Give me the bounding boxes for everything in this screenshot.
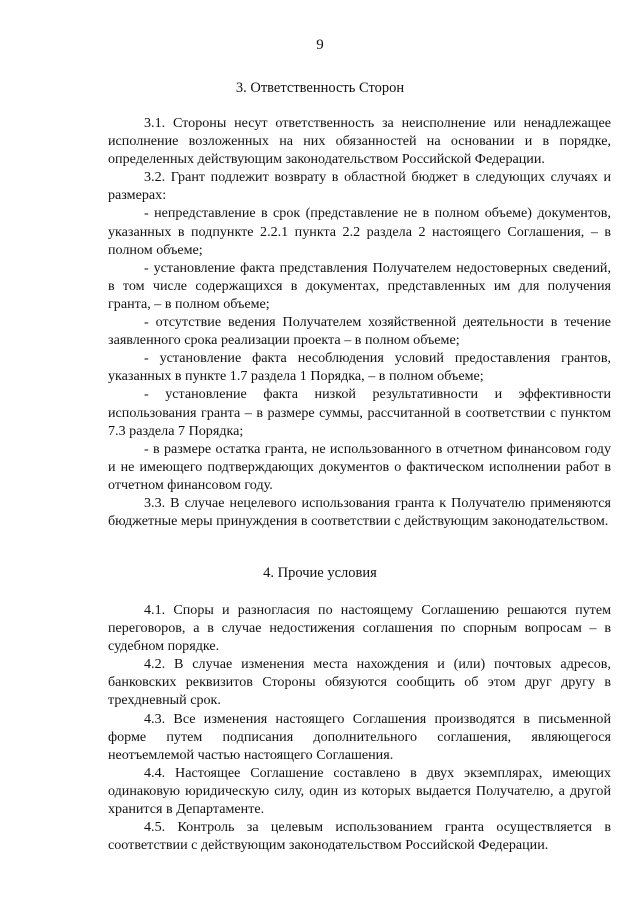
list-item-3-2-e: - установление факта низкой результативности и эффективности использования гранта – в размере суммы, рассчитанной в соответствии с пунктом 7.3 раздела 7 Порядка; bbox=[108, 386, 611, 439]
paragraph-4-4: 4.4. Настоящее Соглашение составлено в двух экземплярах, имеющих одинаковую юридическую силу, один из которых выдается Получателю, а другой хранится в Департаменте. bbox=[108, 764, 611, 818]
paragraph-4-1: 4.1. Споры и разногласия по настоящему Соглашению решаются путем переговоров, а в случае недостижения соглашения по спорным вопросам – в судебном порядке. bbox=[108, 602, 611, 655]
list-item-3-2-a: - непредставление в срок (представление не в полном объеме) документов, указанных в подпункте 2.2.1 пункта 2.2 раздела 2 настоящего Соглашения, – в полном объеме; bbox=[108, 205, 611, 258]
page-number: 9 bbox=[316, 37, 324, 53]
paragraph-4-5: 4.5. Контроль за целевым использованием гранта осуществляется в соответствии с действующим законодательством Российской Федерации. bbox=[108, 819, 611, 854]
paragraph-3-2: 3.2. Грант подлежит возврату в областной бюджет в следующих случаях и размерах: bbox=[108, 169, 611, 204]
list-item-3-2-b: - установление факта представления Получателем недостоверных сведений, в том числе содержащихся в документах, представленных им для получения гранта, – в полном объеме; bbox=[108, 259, 611, 312]
paragraph-4-2: 4.2. В случае изменения места нахождения и (или) почтовых адресов, банковских реквизитов Стороны обязуются сообщить об этом друг другу в трехдневный срок. bbox=[108, 656, 611, 709]
section-3-title: 3. Ответственность Сторон bbox=[235, 80, 405, 96]
paragraph-3-1: 3.1. Стороны несут ответственность за неисполнение или ненадлежащее исполнение возложенных на них обязанностей на основании и в порядке, определенных действующим законодательством Российской Федерации. bbox=[108, 115, 611, 168]
paragraph-3-3: 3.3. В случае нецелевого использования гранта к Получателю применяются бюджетные меры принуждения в соответствии с действующим законодательством. bbox=[108, 494, 611, 530]
list-item-3-2-d: - установление факта несоблюдения условий предоставления грантов, указанных в пункте 1.7 раздела 1 Порядка, – в полном объеме; bbox=[108, 350, 611, 385]
paragraph-4-3: 4.3. Все изменения настоящего Соглашения производятся в письменной форме путем подписания дополнительного соглашения, являющегося неотъемлемой частью настоящего Соглашения. bbox=[108, 710, 611, 763]
section-4-title: 4. Прочие условия bbox=[263, 565, 377, 581]
section-3-body bbox=[108, 114, 611, 530]
section-4-body bbox=[108, 601, 611, 854]
list-item-3-2-c: - отсутствие ведения Получателем хозяйственной деятельности в течение заявленного срока реализации проекта – в полном объеме; bbox=[108, 314, 611, 349]
list-item-3-2-f: - в размере остатка гранта, не использованного в отчетном финансовом году и не имеющего подтверждающих документов о фактическом исполнении работ в отчетном финансовом году. bbox=[108, 440, 611, 493]
